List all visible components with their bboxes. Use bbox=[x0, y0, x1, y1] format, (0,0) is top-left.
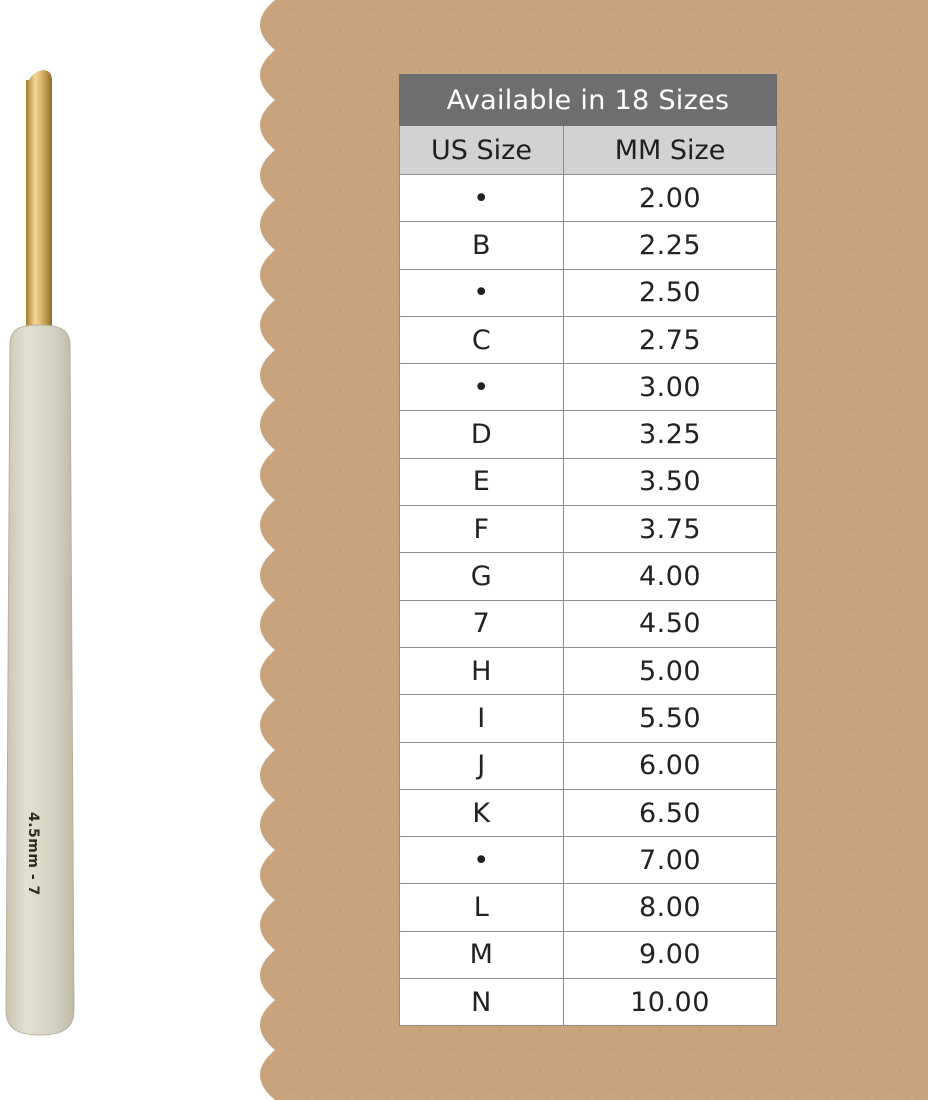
us-size-cell: 7 bbox=[400, 600, 564, 647]
mm-size-cell: 4.00 bbox=[564, 553, 777, 600]
mm-size-cell: 5.50 bbox=[564, 695, 777, 742]
us-size-cell: J bbox=[400, 742, 564, 789]
mm-size-cell: 2.75 bbox=[564, 316, 777, 363]
mm-size-header: MM Size bbox=[564, 126, 777, 175]
mm-size-cell: 4.50 bbox=[564, 600, 777, 647]
mm-size-cell: 2.50 bbox=[564, 269, 777, 316]
hook-size-label: 4.5mm - 7 bbox=[25, 812, 41, 896]
table-title-row bbox=[400, 75, 777, 126]
us-size-cell: B bbox=[400, 222, 564, 269]
crochet-hook-image bbox=[0, 0, 90, 1100]
us-size-cell: G bbox=[400, 553, 564, 600]
us-size-cell: M bbox=[400, 931, 564, 978]
table-row bbox=[400, 553, 777, 600]
mm-size-cell: 3.75 bbox=[564, 506, 777, 553]
mm-size-cell: 3.25 bbox=[564, 411, 777, 458]
table-row bbox=[400, 600, 777, 647]
table-title: Available in 18 Sizes bbox=[400, 75, 777, 126]
us-size-cell: • bbox=[400, 175, 564, 222]
us-size-cell: • bbox=[400, 269, 564, 316]
us-size-cell: N bbox=[400, 979, 564, 1026]
mm-size-cell: 9.00 bbox=[564, 931, 777, 978]
us-size-cell: • bbox=[400, 837, 564, 884]
table-row bbox=[400, 458, 777, 505]
us-size-cell: K bbox=[400, 789, 564, 836]
table-row bbox=[400, 411, 777, 458]
mm-size-cell: 3.50 bbox=[564, 458, 777, 505]
table-row bbox=[400, 695, 777, 742]
mm-size-cell: 6.00 bbox=[564, 742, 777, 789]
mm-size-cell: 6.50 bbox=[564, 789, 777, 836]
us-size-cell: H bbox=[400, 647, 564, 694]
us-size-cell: F bbox=[400, 506, 564, 553]
us-size-cell: I bbox=[400, 695, 564, 742]
table-row bbox=[400, 506, 777, 553]
table-header-row bbox=[400, 126, 777, 175]
mm-size-cell: 3.00 bbox=[564, 364, 777, 411]
mm-size-cell: 5.00 bbox=[564, 647, 777, 694]
hook-handle bbox=[6, 325, 74, 1035]
table-row bbox=[400, 884, 777, 931]
mm-size-cell: 2.25 bbox=[564, 222, 777, 269]
us-size-cell: E bbox=[400, 458, 564, 505]
table-row bbox=[400, 837, 777, 884]
table-row bbox=[400, 931, 777, 978]
table-row bbox=[400, 979, 777, 1026]
mm-size-cell: 8.00 bbox=[564, 884, 777, 931]
mm-size-cell: 7.00 bbox=[564, 837, 777, 884]
mm-size-cell: 2.00 bbox=[564, 175, 777, 222]
us-size-cell: C bbox=[400, 316, 564, 363]
mm-size-cell: 10.00 bbox=[564, 979, 777, 1026]
table-row bbox=[400, 789, 777, 836]
table-row bbox=[400, 647, 777, 694]
table-row bbox=[400, 222, 777, 269]
table-row bbox=[400, 269, 777, 316]
table-row bbox=[400, 742, 777, 789]
us-size-cell: D bbox=[400, 411, 564, 458]
us-size-cell: L bbox=[400, 884, 564, 931]
hook-shaft bbox=[26, 80, 52, 330]
table-row bbox=[400, 364, 777, 411]
us-size-cell: • bbox=[400, 364, 564, 411]
us-size-header: US Size bbox=[400, 126, 564, 175]
table-row bbox=[400, 316, 777, 363]
size-chart-table bbox=[399, 74, 777, 1026]
table-row bbox=[400, 175, 777, 222]
